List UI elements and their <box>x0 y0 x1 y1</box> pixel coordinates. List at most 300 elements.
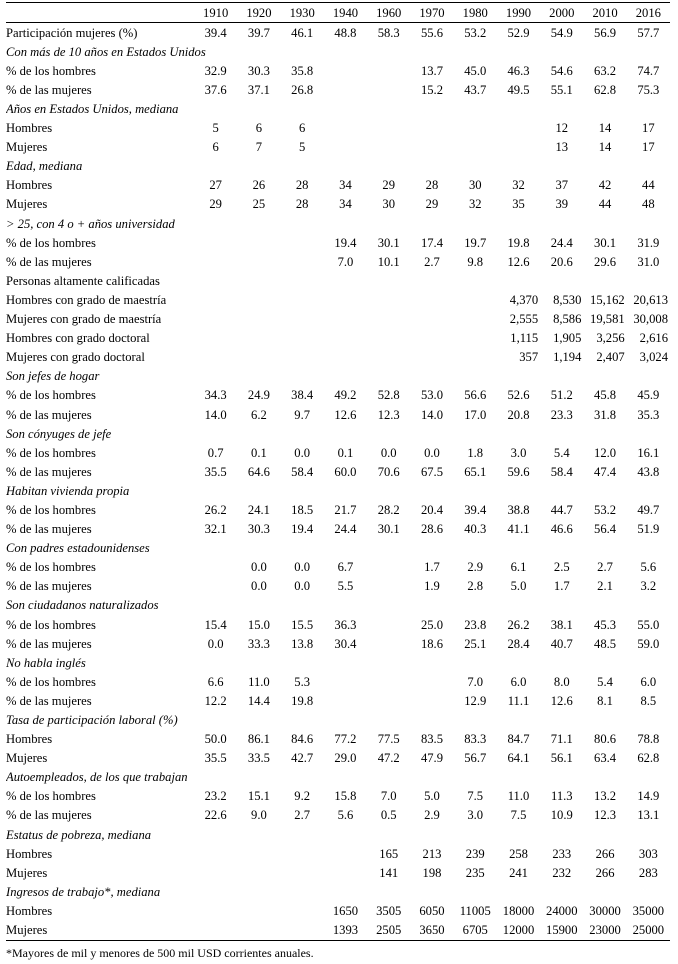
table-row <box>6 290 670 309</box>
cell-1940: 36.3 <box>334 617 357 632</box>
cell-1920: 39.7 <box>247 25 270 40</box>
cell-1930: 2.7 <box>294 808 311 823</box>
table-row <box>6 119 670 138</box>
cell-1910 <box>194 558 237 577</box>
table-row <box>6 310 670 329</box>
row-label: % de las mujeres <box>6 407 92 422</box>
cell-1940: 0.1 <box>337 445 354 460</box>
row-label: % de las mujeres <box>6 693 92 708</box>
table-row <box>6 672 670 691</box>
cell-1940: 48.8 <box>334 25 357 40</box>
year-header-1920: 1920 <box>237 3 280 23</box>
cell-1960 <box>367 329 410 348</box>
cell-1930: 28 <box>295 197 309 212</box>
cell-1910: 14.0 <box>204 407 227 422</box>
cell-1960 <box>367 634 410 653</box>
cell-1910 <box>194 329 237 348</box>
cell-2016: 283 <box>638 865 658 880</box>
table-row <box>6 787 670 806</box>
cell-1960: 58.3 <box>377 25 400 40</box>
cell-2000: 12 <box>555 121 569 136</box>
cell-1990: 41.1 <box>507 522 530 537</box>
cell-1930: 5 <box>299 140 306 155</box>
cell-1930: 35.8 <box>291 63 314 78</box>
cell-1990: 241 <box>509 865 528 880</box>
cell-2016: 75.3 <box>637 82 660 97</box>
year-header-2010: 2010 <box>583 3 626 23</box>
cell-1980: 39.4 <box>464 502 487 517</box>
cell-2010: 30.1 <box>594 235 617 250</box>
cell-2000: 13 <box>555 140 569 155</box>
section-header-row <box>6 539 670 558</box>
cell-2010: 12.0 <box>594 445 617 460</box>
table-row <box>6 348 670 367</box>
row-label: Mujeres con grado de maestría <box>6 312 162 327</box>
cell-1940: 15.8 <box>334 789 357 804</box>
table-row <box>6 80 670 99</box>
table-header <box>6 3 670 23</box>
cell-2016: 59.0 <box>637 636 660 651</box>
row-label: % de las mujeres <box>6 522 92 537</box>
row-label: Mujeres <box>6 921 194 941</box>
table-row <box>6 386 670 405</box>
cell-2016: 30,008 <box>633 312 668 327</box>
table-row <box>6 252 670 271</box>
cell-1930 <box>281 348 324 367</box>
cell-1970: 198 <box>422 865 442 880</box>
row-label: Participación mujeres (%) <box>6 25 138 40</box>
cell-1940 <box>324 348 367 367</box>
cell-1910 <box>194 863 237 882</box>
cell-1980 <box>454 290 497 309</box>
cell-1910: 50.0 <box>204 732 227 747</box>
section-title: Años en Estados Unidos, mediana <box>6 102 179 117</box>
cell-1910: 0.7 <box>207 445 224 460</box>
table-row <box>6 921 670 941</box>
cell-1930 <box>281 921 324 941</box>
cell-1980 <box>454 119 497 138</box>
cell-1920 <box>237 233 280 252</box>
cell-1930: 42.7 <box>291 751 314 766</box>
cell-1920 <box>237 252 280 271</box>
table-row <box>6 500 670 519</box>
cell-1940: 30.4 <box>334 636 357 651</box>
cell-1930: 28 <box>295 178 309 193</box>
table-row <box>6 577 670 596</box>
section-header-row <box>6 424 670 443</box>
cell-1910: 35.5 <box>204 751 227 766</box>
cell-1960: 7.0 <box>380 789 397 804</box>
table-row <box>6 520 670 539</box>
cell-1960: 3505 <box>376 903 402 918</box>
cell-1910: 6.6 <box>207 674 224 689</box>
year-header-1980: 1980 <box>454 3 497 23</box>
row-label: Hombres con grado doctoral <box>6 331 150 346</box>
cell-2010: 5.4 <box>597 674 613 689</box>
cell-2010: 29.6 <box>594 254 617 269</box>
cell-1970 <box>410 329 453 348</box>
table-row <box>6 615 670 634</box>
cell-2016: 2,616 <box>639 331 668 346</box>
cell-1980: 11005 <box>459 903 491 918</box>
table-row <box>6 730 670 749</box>
cell-1990 <box>497 119 540 138</box>
cell-1940: 34 <box>339 197 352 212</box>
cell-1990: 258 <box>509 846 528 861</box>
cell-1920: 0.0 <box>251 560 267 575</box>
row-label: Mujeres con grado doctoral <box>6 350 145 365</box>
row-label: % de los hombres <box>6 235 96 250</box>
cell-1930: 13.8 <box>291 636 314 651</box>
cell-1930: 9.2 <box>294 789 311 804</box>
cell-1920: 33.5 <box>247 751 270 766</box>
table-row <box>6 749 670 768</box>
cell-1960 <box>367 310 410 329</box>
section-title: No habla inglés <box>6 655 86 670</box>
cell-1970: 55.6 <box>420 25 443 40</box>
cell-1910 <box>194 577 237 596</box>
cell-1960 <box>367 672 410 691</box>
section-title: Con padres estadounidenses <box>6 541 150 556</box>
cell-1970: 28 <box>425 178 439 193</box>
cell-1940: 24.4 <box>334 522 357 537</box>
row-label: % de los hombres <box>6 502 96 517</box>
cell-2016: 16.1 <box>637 445 660 460</box>
cell-1920: 15.1 <box>247 789 270 804</box>
table-row <box>6 138 670 157</box>
cell-1940: 6.7 <box>337 560 354 575</box>
cell-2016: 44 <box>642 178 655 193</box>
cell-1920: 9.0 <box>251 808 267 823</box>
cell-1910: 26.2 <box>204 502 227 517</box>
cell-1910: 0.0 <box>207 636 224 651</box>
cell-2010: 13.2 <box>594 789 617 804</box>
year-header-row <box>6 3 670 23</box>
cell-1960: 70.6 <box>377 464 400 479</box>
cell-1960: 141 <box>379 865 399 880</box>
cell-1910: 5 <box>212 121 219 136</box>
row-label: % de los hombres <box>6 445 96 460</box>
cell-1940: 60.0 <box>334 464 357 479</box>
cell-1940: 29.0 <box>334 751 357 766</box>
cell-1930: 5.3 <box>294 674 311 689</box>
cell-1990: 3.0 <box>510 445 527 460</box>
cell-2010: 3,256 <box>596 331 625 346</box>
cell-1960 <box>367 348 410 367</box>
section-title: Autoempleados, de los que trabajan <box>6 770 188 785</box>
row-label: Hombres con grado de maestría <box>6 292 167 307</box>
cell-2016: 78.8 <box>637 732 660 747</box>
cell-1940: 7.0 <box>337 254 354 269</box>
cell-1970: 47.9 <box>420 751 443 766</box>
cell-2000: 1,905 <box>553 331 582 346</box>
section-header-row <box>6 367 670 386</box>
row-label: % de las mujeres <box>6 464 92 479</box>
cell-1930 <box>281 901 324 920</box>
cell-1990: 6.0 <box>510 674 527 689</box>
cell-1990: 64.1 <box>507 751 530 766</box>
section-header-row <box>6 99 670 118</box>
cell-2016: 13.1 <box>637 808 660 823</box>
cell-2000: 46.6 <box>550 522 573 537</box>
row-label: Hombres <box>6 121 53 136</box>
cell-2000: 5.4 <box>553 445 570 460</box>
cell-1990: 46.3 <box>507 63 530 78</box>
cell-2010: 23000 <box>583 921 626 941</box>
cell-1970: 14.0 <box>420 407 443 422</box>
cell-2000: 8,530 <box>553 292 582 307</box>
cell-2016: 74.7 <box>637 63 660 78</box>
cell-2016: 49.7 <box>637 502 660 517</box>
cell-1920: 24.9 <box>247 388 270 403</box>
section-title: Son ciudadanos naturalizados <box>6 598 159 613</box>
cell-1980: 83.3 <box>464 732 487 747</box>
cell-2016: 17 <box>642 121 655 136</box>
cell-1980: 1.8 <box>467 445 484 460</box>
cell-1920 <box>237 348 280 367</box>
row-label: % de los hombres <box>6 789 96 804</box>
cell-1920: 37.1 <box>247 82 270 97</box>
section-header-row <box>6 710 670 729</box>
cell-2000: 24000 <box>546 903 578 918</box>
section-title: Con más de 10 años en Estados Unidos <box>6 44 206 59</box>
cell-1970: 83.5 <box>420 732 443 747</box>
cell-2000: 51.2 <box>550 388 573 403</box>
cell-1910 <box>194 901 237 920</box>
cell-1960: 77.5 <box>377 732 400 747</box>
cell-1920: 6.2 <box>251 407 267 422</box>
cell-2016: 5.6 <box>640 560 657 575</box>
cell-1990: 2,555 <box>509 312 539 327</box>
cell-1980 <box>454 138 497 157</box>
cell-1990: 6.1 <box>510 560 527 575</box>
cell-1910: 32.1 <box>204 522 227 537</box>
cell-1940: 5.5 <box>337 579 354 594</box>
cell-1930: 19.8 <box>291 693 314 708</box>
cell-1920: 33.3 <box>247 636 270 651</box>
cell-1960 <box>367 558 410 577</box>
cell-1990: 4,370 <box>509 292 539 307</box>
cell-2010: 44 <box>598 197 612 212</box>
row-label: % de las mujeres <box>6 254 92 269</box>
cell-1970: 15.2 <box>420 82 443 97</box>
row-label: Hombres <box>6 178 53 193</box>
cell-1940: 77.2 <box>334 732 357 747</box>
cell-1910: 37.6 <box>204 82 227 97</box>
cell-2010: 62.8 <box>594 82 617 97</box>
cell-1960 <box>367 290 410 309</box>
cell-2000: 1.7 <box>553 579 570 594</box>
cell-1910 <box>194 921 237 941</box>
cell-2010: 14 <box>598 140 612 155</box>
cell-1970: 2.7 <box>424 254 440 269</box>
cell-2010: 14 <box>598 121 612 136</box>
cell-2010: 47.4 <box>594 464 617 479</box>
cell-2000: 8,586 <box>553 312 582 327</box>
cell-1970: 13.7 <box>420 63 443 78</box>
cell-1940 <box>324 290 367 309</box>
cell-1970: 213 <box>422 846 442 861</box>
cell-2000: 38.1 <box>550 617 573 632</box>
cell-1970: 53.0 <box>420 388 443 403</box>
cell-1990: 52.9 <box>507 25 530 40</box>
cell-1990: 52.6 <box>507 388 530 403</box>
cell-1960 <box>367 138 410 157</box>
cell-1980: 9.8 <box>467 254 484 269</box>
cell-2010: 12.3 <box>594 808 617 823</box>
cell-1970 <box>410 290 453 309</box>
table-row <box>6 195 670 214</box>
cell-1960: 29 <box>382 178 395 193</box>
cell-1920: 0.1 <box>251 445 267 460</box>
cell-1930: 26.8 <box>291 82 314 97</box>
cell-1980: 7.5 <box>467 789 484 804</box>
cell-1970 <box>410 672 453 691</box>
cell-1940: 49.2 <box>334 388 357 403</box>
cell-2000: 12.6 <box>550 693 573 708</box>
cell-1960 <box>367 119 410 138</box>
cell-2000: 56.1 <box>550 751 573 766</box>
cell-1980: 30 <box>468 178 482 193</box>
section-title: Habitan vivienda propia <box>6 483 130 498</box>
cell-2010: 2,407 <box>596 350 625 365</box>
section-title: Estatus de pobreza, mediana <box>6 827 152 842</box>
cell-1980: 235 <box>465 865 485 880</box>
year-header-2000: 2000 <box>540 3 583 23</box>
cell-1990: 12.6 <box>507 254 530 269</box>
cell-1980: 32 <box>468 197 482 212</box>
cell-1960 <box>367 691 410 710</box>
year-header-1930: 1930 <box>281 3 324 23</box>
cell-1970 <box>410 348 453 367</box>
row-label: Mujeres <box>6 865 48 880</box>
cell-2000: 232 <box>552 865 572 880</box>
section-title: Tasa de participación laboral (%) <box>6 713 178 728</box>
cell-2000: 20.6 <box>550 254 573 269</box>
cell-1930 <box>281 863 324 882</box>
cell-1920 <box>237 310 280 329</box>
cell-1930 <box>281 233 324 252</box>
cell-1960: 30.1 <box>377 522 400 537</box>
cell-1920: 6 <box>255 121 263 136</box>
cell-1980: 23.8 <box>464 617 487 632</box>
cell-1910 <box>194 844 237 863</box>
cell-1980: 2.8 <box>467 579 484 594</box>
section-title: Personas altamente calificadas <box>6 273 160 288</box>
row-label: % de los hombres <box>6 560 96 575</box>
table-row <box>6 443 670 462</box>
cell-1970: 29 <box>425 197 439 212</box>
cell-1990: 20.8 <box>507 407 530 422</box>
cell-1980: 12.9 <box>464 693 487 708</box>
cell-2000: 24.4 <box>550 235 573 250</box>
cell-2016: 45.9 <box>637 388 660 403</box>
cell-2010: 80.6 <box>594 732 617 747</box>
cell-1910: 32.9 <box>204 63 227 78</box>
cell-2016: 8.5 <box>640 693 657 708</box>
cell-1920: 7 <box>255 140 263 155</box>
cell-1980 <box>454 329 497 348</box>
year-header-1990: 1990 <box>497 3 540 23</box>
cell-1990 <box>497 138 540 157</box>
cell-1990: 26.2 <box>507 617 530 632</box>
cell-2016: 6.0 <box>640 674 657 689</box>
row-label: Mujeres <box>6 197 48 212</box>
cell-1920: 11.0 <box>248 674 270 689</box>
table-row <box>6 176 670 195</box>
cell-2000: 58.4 <box>550 464 573 479</box>
cell-2010: 42 <box>598 178 612 193</box>
cell-2000: 2.5 <box>553 560 570 575</box>
cell-2016: 25000 <box>627 921 670 941</box>
cell-1990: 28.4 <box>507 636 530 651</box>
row-label: % de las mujeres <box>6 82 92 97</box>
cell-1970: 67.5 <box>420 464 443 479</box>
section-header-row <box>6 882 670 901</box>
cell-1970 <box>410 119 453 138</box>
cell-1910: 35.5 <box>204 464 227 479</box>
cell-1970: 17.4 <box>420 235 443 250</box>
year-header-1960: 1960 <box>367 3 410 23</box>
cell-1910: 15.4 <box>204 617 227 632</box>
cell-2010: 2.1 <box>597 579 613 594</box>
cell-2000: 233 <box>552 846 572 861</box>
cell-1980: 17.0 <box>464 407 487 422</box>
cell-1910: 39.4 <box>204 25 227 40</box>
cell-2000: 8.0 <box>553 674 570 689</box>
cell-1940 <box>324 61 367 80</box>
cell-2000: 55.1 <box>550 82 573 97</box>
cell-1910: 22.6 <box>204 808 227 823</box>
cell-1910: 27 <box>209 178 222 193</box>
row-label: % de los hombres <box>6 674 96 689</box>
cell-1930: 6 <box>299 121 306 136</box>
cell-1960 <box>367 61 410 80</box>
cell-1930 <box>281 329 324 348</box>
cell-1980: 43.7 <box>464 82 487 97</box>
cell-2010: 31.8 <box>594 407 617 422</box>
section-header-row <box>6 768 670 787</box>
statistics-table <box>6 2 670 941</box>
cell-1940: 5.6 <box>337 808 354 823</box>
cell-1930: 0.0 <box>294 560 311 575</box>
cell-1990: 357 <box>519 350 539 365</box>
table-row <box>6 23 670 43</box>
table-row <box>6 329 670 348</box>
cell-1910: 6 <box>212 140 219 155</box>
cell-1940 <box>324 672 367 691</box>
section-title: Son cónyuges de jefe <box>6 426 112 441</box>
section-header-row <box>6 214 670 233</box>
cell-2016: 31.0 <box>637 254 660 269</box>
section-title: Edad, mediana <box>6 159 83 174</box>
cell-1910 <box>194 310 237 329</box>
cell-1940 <box>324 844 367 863</box>
cell-1960: 12.3 <box>377 407 400 422</box>
row-label: % de las mujeres <box>6 579 92 594</box>
cell-1910 <box>194 233 237 252</box>
footnote: *Mayores de mil y menores de 500 mil USD corrientes anuales. <box>6 946 314 960</box>
cell-1960: 0.0 <box>380 445 397 460</box>
cell-1980 <box>454 348 497 367</box>
cell-1940: 1393 <box>324 921 367 941</box>
cell-2010: 48.5 <box>594 636 617 651</box>
cell-1980: 53.2 <box>464 25 487 40</box>
cell-1910 <box>194 252 237 271</box>
cell-1930 <box>281 844 324 863</box>
cell-1940 <box>324 138 367 157</box>
cell-2010: 45.3 <box>594 617 617 632</box>
